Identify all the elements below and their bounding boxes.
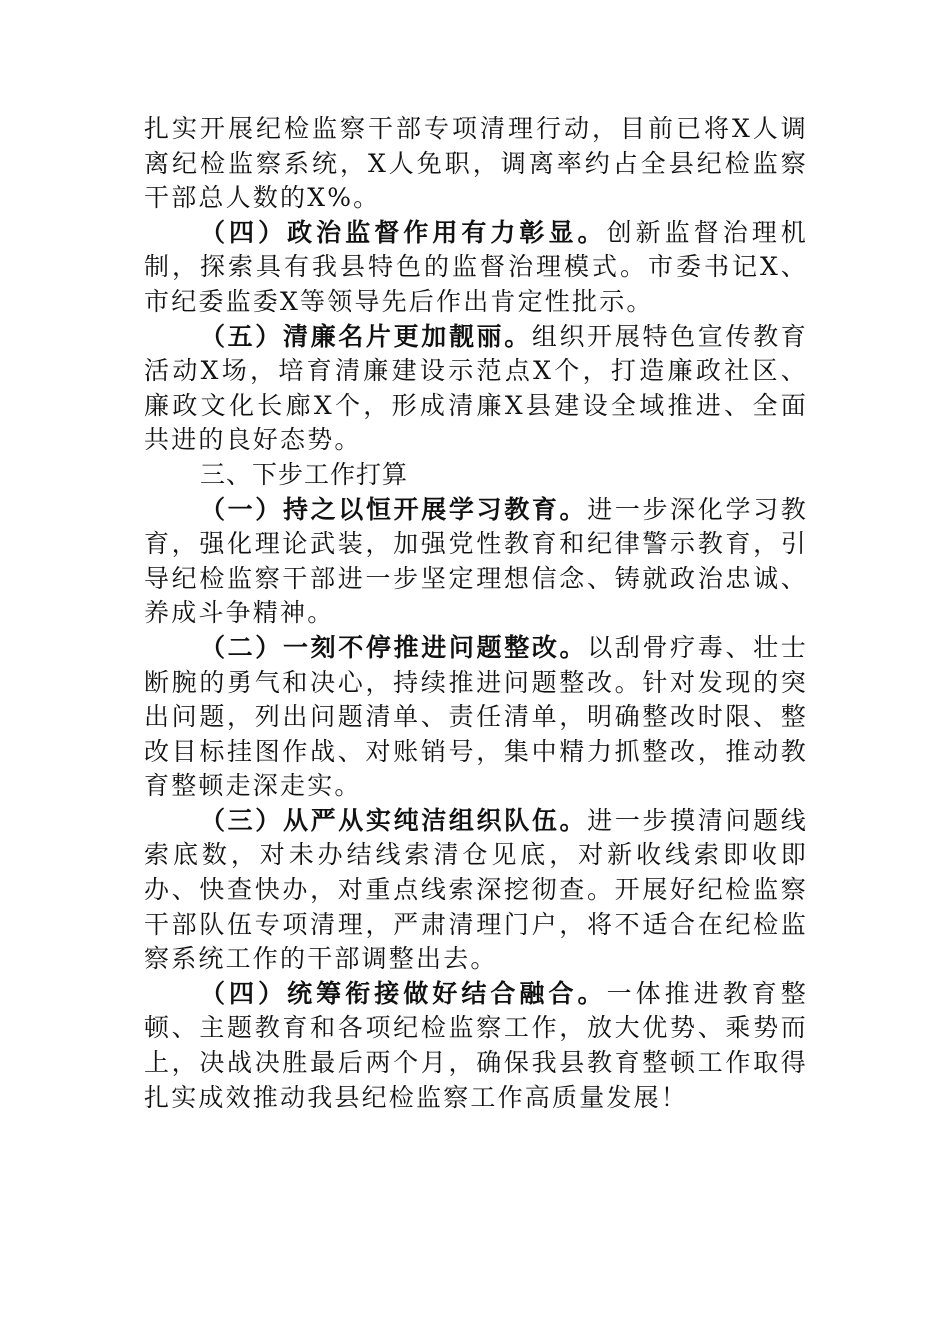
paragraph-text: 一体推进教育整顿、主题教育和各项纪检监察工作，放大优势、乘势而上，决战决胜最后两个月，确保我县教育整顿工作取得扎实成效推动我县纪检监察工作高质量发展！ — [144, 978, 808, 1112]
paragraph-text: 进一步深化学习教育，强化理论武装，加强党性教育和纪律警示教育，引导纪检监察干部进一步坚定理想信念、铸就政治忠诚、养成斗争精神。 — [144, 494, 808, 628]
plan-problem-rectification — [144, 631, 808, 804]
paragraph-lead: （二）一刻不停推进问题整改。 — [200, 632, 588, 662]
plan-study-education — [144, 493, 808, 631]
paragraph-lead: （四）政治监督作用有力彰显。 — [200, 217, 607, 247]
paragraph-lead: （三）从严从实纯洁组织队伍。 — [200, 805, 588, 835]
paragraph-political-supervision — [144, 216, 808, 320]
paragraph-text: 进一步摸清问题线索底数，对未办结线索清仓见底，对新收线索即收即办、快查快办，对重点线索深挖彻查。开展好纪检监察干部队伍专项清理，严肃清理门户，将不适合在纪检监察系统工作的干部调整出去。 — [144, 805, 808, 974]
paragraph-text: 创新监督治理机制，探索具有我县特色的监督治理模式。市委书记X、市纪委监委X等领导先后作出肯定性批示。 — [144, 217, 808, 316]
document-body — [144, 112, 808, 1115]
section-heading: 三、下步工作打算 — [200, 459, 409, 489]
paragraph-text: 以刮骨疗毒、壮士断腕的勇气和决心，持续推进问题整改。针对发现的突出问题，列出问题清单、责任清单，明确整改时限、整改目标挂图作战、对账销号，集中精力抓整改，推动教育整顿走深走实。 — [144, 632, 808, 801]
plan-team-purification — [144, 804, 808, 977]
paragraph-lead: （一）持之以恒开展学习教育。 — [200, 494, 588, 524]
paragraph-clean-government-card — [144, 320, 808, 458]
paragraph-text: 扎实开展纪检监察干部专项清理行动，目前已将X人调离纪检监察系统，X人免职，调离率约占全县纪检监察干部总人数的X%。 — [144, 114, 808, 213]
plan-coordination — [144, 977, 808, 1115]
paragraph-lead: （四）统筹衔接做好结合融合。 — [200, 978, 607, 1008]
paragraph-text: 组织开展特色宣传教育活动X场，培育清廉建设示范点X个，打造廉政社区、廉政文化长廊X个，形成清廉X县建设全域推进、全面共进的良好态势。 — [144, 321, 808, 455]
paragraph-lead: （五）清廉名片更加靓丽。 — [200, 321, 532, 351]
paragraph-continuation — [144, 112, 808, 216]
